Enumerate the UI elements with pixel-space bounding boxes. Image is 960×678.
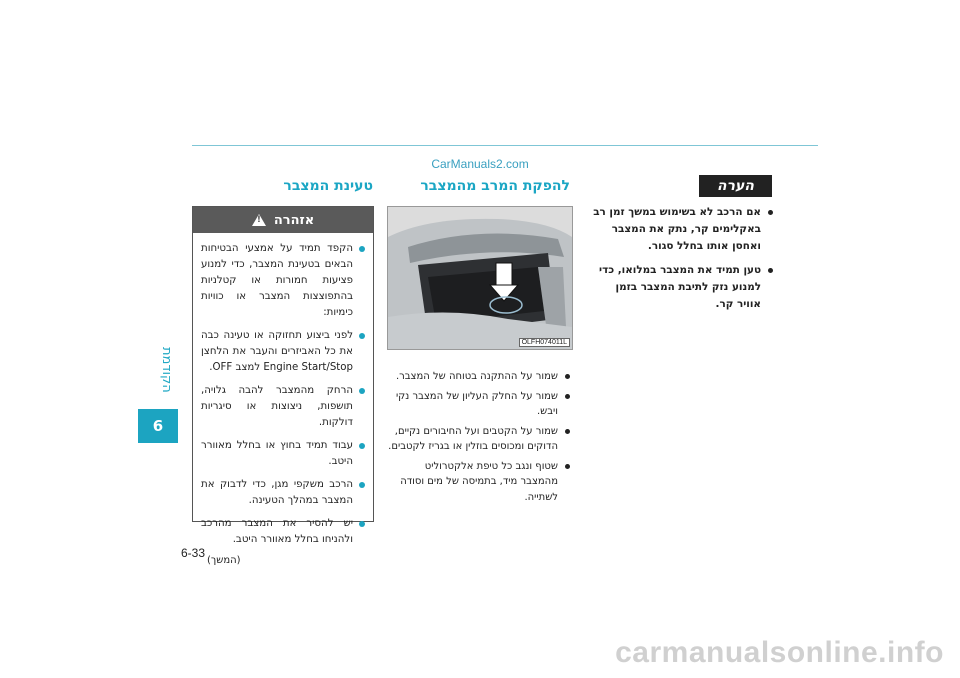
title-battery-charging: טעינת המצבר	[283, 178, 373, 194]
trunk-illustration	[388, 207, 572, 349]
warning-label: אזהרה	[273, 212, 315, 228]
note-item: אם הרכב לא בשימוש במשך זמן רב באקלימים קר, נתק את המצבר ואחסן אותו בחלל סגור.	[590, 204, 775, 255]
warning-item: עבוד תמיד בחוץ או בחלל מאוורר היטב.	[201, 438, 365, 470]
maintenance-item: שמור על ההתקנה בטוחה של המצבר.	[386, 369, 572, 385]
top-rule	[192, 145, 818, 146]
warning-item: לפני ביצוע תחזוקה או טעינה כבה את כל האביזרים והעבר את הלחצן Engine Start/Stop למצב OFF.	[201, 328, 365, 376]
watermark-top: CarManuals2.com	[431, 157, 529, 171]
warning-item: הרכב משקפי מגן, כדי לדבוק את המצבר במהלך הטעינה.	[201, 477, 365, 509]
chapter-side-label: הקודמת	[159, 347, 174, 393]
warning-list	[193, 233, 373, 548]
warning-item: הקפד תמיד על אמצעי הבטיחות הבאים בטעינת המצבר, כדי למנוע פציעות חמורות או קטלניות בהתפוצצות המצבר או כוויות כימיות:	[201, 241, 365, 321]
chapter-tab: 6	[138, 409, 178, 443]
note-item: טען תמיד את המצבר במלואו, כדי למנוע נזק לתיבת המצבר בזמן אוויר קר.	[590, 262, 775, 313]
continued-label: (המשך)	[207, 555, 241, 566]
maintenance-item: שטוף ונגב כל טיפת אלקטרוליט מהמצבר מיד, בתמיסה של מים וסודה לשתייה.	[386, 459, 572, 506]
warning-item: יש להסיר את המצבר מהרכב ולהניחו בחלל מאוורר היטב.	[201, 516, 365, 548]
note-label: הערה	[699, 175, 772, 197]
warning-triangle-icon	[252, 214, 266, 226]
maintenance-item: שמור על הקטבים ועל החיבורים נקיים, הדוקים ומכוסים בוזלין או בגריז לקטבים.	[386, 424, 572, 455]
maintenance-item: שמור על החלק העליון של המצבר נקי ויבש.	[386, 389, 572, 420]
warning-header	[193, 207, 373, 233]
trunk-battery-photo	[387, 206, 573, 350]
warning-item: הרחק מהמצבר להבה גלויה, תושפות, ניצוצות או סיגריות דולקות.	[201, 383, 365, 431]
page-number: 6-33	[181, 546, 206, 560]
photo-code: OLFH074011L	[519, 338, 570, 347]
title-battery-best-use: להפקת המרב מהמצבר	[420, 178, 570, 194]
footer-watermark: carmanualsonline.info	[615, 636, 944, 669]
note-list	[590, 204, 775, 320]
maintenance-list	[386, 369, 572, 509]
